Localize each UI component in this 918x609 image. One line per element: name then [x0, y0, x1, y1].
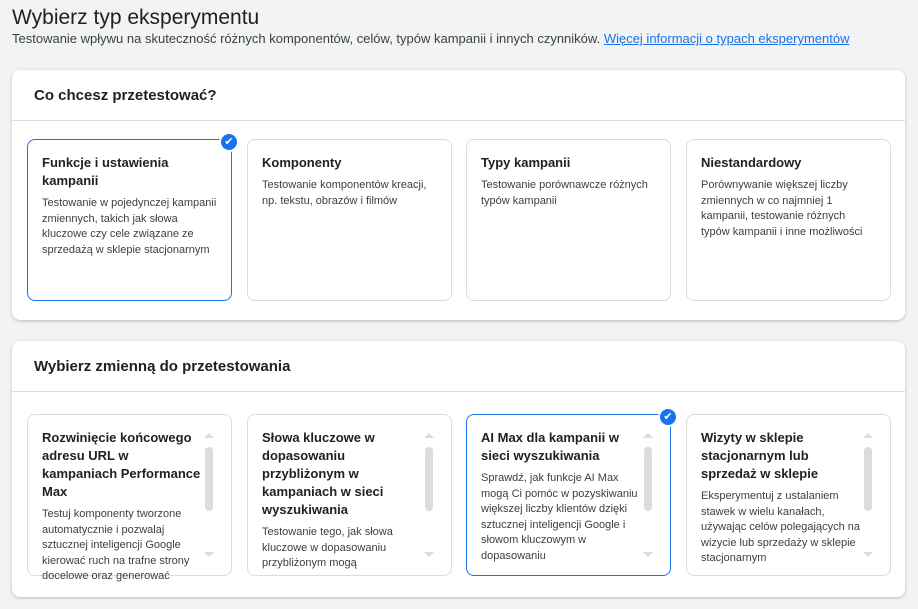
check-icon: ✔	[658, 407, 678, 427]
option-description: Testowanie komponentów kreacji, np. tekstu, obrazów i filmów	[262, 179, 427, 207]
option-card[interactable]	[247, 414, 452, 576]
option-card[interactable]	[686, 414, 891, 576]
section-title: Co chcesz przetestować?	[12, 70, 905, 121]
scroll-up-icon[interactable]	[863, 433, 873, 438]
option-description: Eksperymentuj z ustalaniem stawek w wielu kanałach, używając celów polegających na wizycie lub sprzedaży w sklepie stacjonarnym	[701, 490, 860, 564]
option-description: Porównywanie większej liczby zmiennych w co najmniej 1 kampanii, testowanie różnych typów kampanii i inne możliwości	[701, 179, 863, 238]
section-title: Wybierz zmienną do przetestowania	[12, 341, 905, 392]
scrollbar[interactable]	[863, 433, 873, 557]
option-card[interactable]	[247, 139, 452, 301]
card-content	[42, 429, 207, 582]
variable-section	[12, 341, 905, 597]
option-description: Testowanie tego, jak słowa kluczowe w dopasowaniu przybliżonym mogą	[262, 526, 393, 569]
scroll-thumb[interactable]	[864, 447, 872, 511]
option-description: Testuj komponenty tworzone automatycznie i pozwalaj sztucznej inteligencji Google kierować ruch na trafne strony docelowe oraz generować	[42, 508, 190, 582]
option-title: Niestandardowy	[701, 155, 802, 170]
option-title: Wizyty w sklepie stacjonarnym lub sprzedaż w sklepie	[701, 430, 819, 481]
scroll-down-icon[interactable]	[863, 552, 873, 557]
scroll-down-icon[interactable]	[424, 552, 434, 557]
check-icon: ✔	[219, 132, 239, 152]
option-card[interactable]	[466, 411, 673, 576]
option-title: Rozwinięcie końcowego adresu URL w kampaniach Performance Max	[42, 430, 201, 499]
option-card[interactable]	[27, 136, 234, 301]
option-title: Typy kampanii	[481, 155, 571, 170]
option-description: Testowanie w pojedynczej kampanii zmiennych, takich jak słowa kluczowe czy cele związane ze sprzedażą w sklepie stacjonarnym	[42, 197, 217, 256]
option-card[interactable]	[466, 139, 671, 301]
option-title: Komponenty	[262, 155, 342, 170]
test-type-section	[12, 70, 905, 320]
page-subtitle	[12, 31, 849, 46]
scroll-up-icon[interactable]	[424, 433, 434, 438]
option-description: Sprawdź, jak funkcje AI Max mogą Ci pomóc w pozyskiwaniu większej liczby klientów dzięki sztucznej inteligencji Google i słowom kluczowym w dopasowaniu	[481, 472, 638, 562]
scrollbar[interactable]	[424, 433, 434, 557]
option-title: Słowa kluczowe w dopasowaniu przybliżonym w kampaniach w sieci wyszukiwania	[262, 430, 384, 517]
option-card[interactable]	[27, 414, 232, 582]
card-content	[701, 429, 866, 563]
subtitle-text: Testowanie wpływu na skuteczność różnych komponentów, celów, typów kampanii i innych czynników.	[12, 31, 601, 46]
scroll-thumb[interactable]	[644, 447, 652, 511]
scroll-down-icon[interactable]	[204, 552, 214, 557]
page-title: Wybierz typ eksperymentu	[12, 6, 260, 29]
scroll-thumb[interactable]	[425, 447, 433, 511]
card-content	[481, 429, 646, 563]
learn-more-link[interactable]: Więcej informacji o typach eksperymentów	[603, 31, 850, 46]
option-title: AI Max dla kampanii w sieci wyszukiwania	[481, 430, 619, 463]
scroll-up-icon[interactable]	[204, 433, 214, 438]
scroll-thumb[interactable]	[205, 447, 213, 511]
option-title: Funkcje i ustawienia kampanii	[42, 155, 169, 188]
scrollbar[interactable]	[643, 433, 653, 557]
option-card[interactable]	[686, 139, 891, 301]
scroll-down-icon[interactable]	[643, 552, 653, 557]
scroll-up-icon[interactable]	[643, 433, 653, 438]
scrollbar[interactable]	[204, 433, 214, 557]
card-content	[262, 429, 427, 569]
option-description: Testowanie porównawcze różnych typów kampanii	[481, 179, 648, 207]
